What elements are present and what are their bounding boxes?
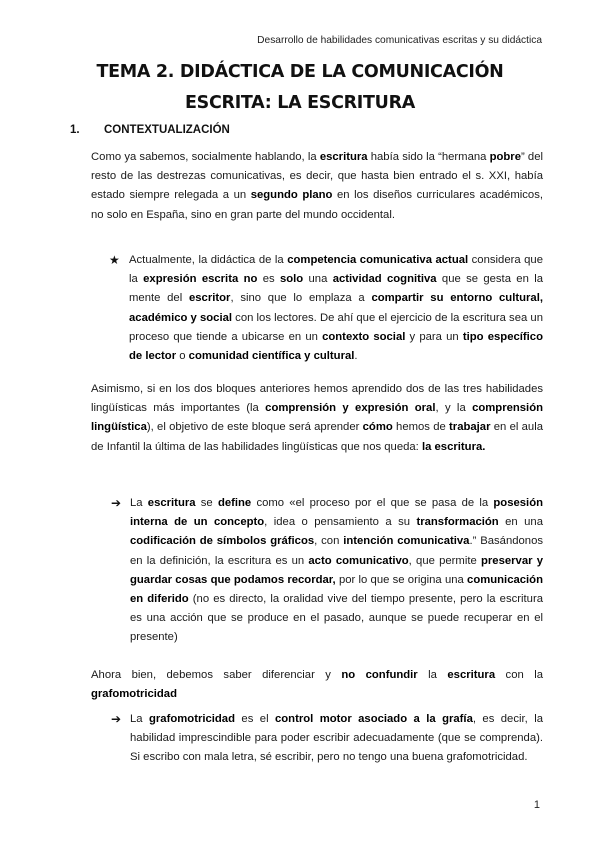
bold-run: codificación de símbolos gráficos bbox=[130, 535, 315, 548]
running-header: Desarrollo de habilidades comunicativas escritas y su didáctica bbox=[257, 35, 542, 46]
bold-run: no confundir bbox=[341, 669, 418, 681]
bold-run: escritura bbox=[319, 151, 368, 163]
text-run: Como ya sabemos, socialmente hablando, la bbox=[91, 151, 320, 163]
bold-run: grafomotricidad bbox=[149, 713, 235, 725]
text-run: que se gesta en la mente del bbox=[129, 273, 543, 305]
bold-run: actividad cognitiva bbox=[332, 273, 437, 286]
text-run: se bbox=[195, 497, 218, 509]
bold-run: comprensión y expresión oral bbox=[265, 402, 436, 415]
text-run: Actualmente, la didáctica de la bbox=[129, 254, 288, 266]
title-line-2: ESCRITA: LA ESCRITURA bbox=[185, 93, 415, 113]
text-run: con los lectores. De ahí que el ejercicio de la escritura sea un proceso que tiende a ubicarse en un bbox=[129, 311, 543, 343]
paragraph-asimismo bbox=[91, 380, 543, 457]
text-run: , es decir, la habilidad imprescindible para poder escribir adecuadamente (que se comprenda). Si escribo con mala letra, sé escribir, pero no tengo una buena grafomotricidad. bbox=[130, 713, 543, 764]
bold-run: comunidad científica y cultural bbox=[188, 350, 355, 363]
bold-run: escritura bbox=[447, 669, 496, 681]
text-run: una bbox=[303, 273, 333, 286]
bold-run: la escritura. bbox=[421, 440, 486, 453]
bold-run: compartir su entorno cultural, académico y social bbox=[129, 292, 543, 324]
bold-run: comunicación en diferido bbox=[130, 573, 543, 606]
bold-run: preservar y guardar cosas que podamos recordar, bbox=[130, 554, 544, 586]
text-run: en el aula de Infantil la última de las habilidades lingüísticas que nos queda: bbox=[91, 421, 544, 453]
arrow-bullet-icon: ➔ bbox=[111, 712, 122, 726]
text-run: , idea o pensamiento a su bbox=[264, 516, 417, 529]
paragraph-star-item bbox=[129, 251, 543, 366]
section-number: 1. bbox=[70, 124, 80, 136]
bold-run: control motor asociado a la grafía bbox=[275, 713, 473, 725]
page-number: 1 bbox=[533, 799, 540, 811]
text-run: .” Basándonos en la definición, la escritura es un bbox=[130, 535, 544, 567]
bold-run: intención comunicativa bbox=[343, 535, 470, 548]
bold-run: escritura bbox=[147, 497, 196, 509]
text-run: es bbox=[257, 273, 280, 286]
text-run: considera que la bbox=[129, 254, 544, 286]
text-run: como «el proceso por el que se pasa de la bbox=[251, 497, 494, 509]
text-run: (no es directo, la oralidad vive del tiempo presente, pero la escritura es una acción que se produce en el pasado, aunque se puede recuperar en el presente) bbox=[130, 593, 543, 644]
text-run: ” del resto de las destrezas comunicativas, es decir, que hasta bien entrado el s. XXI, había estado siempre relegada a un bbox=[91, 151, 544, 202]
text-run: había sido la “hermana bbox=[367, 151, 490, 163]
text-run: ), el objetivo de este bloque será aprender bbox=[146, 421, 363, 434]
paragraph-ahora-bien bbox=[91, 666, 543, 704]
bold-run: cómo bbox=[362, 421, 393, 434]
bold-run: trabajar bbox=[449, 421, 491, 434]
text-run: con la bbox=[495, 669, 543, 681]
bold-run: pobre bbox=[489, 151, 521, 163]
bold-run: tipo específico de lector bbox=[129, 330, 543, 363]
bold-run: solo bbox=[279, 273, 304, 286]
text-run: o bbox=[176, 350, 189, 363]
bold-run: contexto social bbox=[322, 330, 406, 343]
text-run: por lo que se origina una bbox=[335, 573, 468, 586]
text-run: Ahora bien, debemos saber diferenciar y bbox=[91, 669, 342, 681]
bold-run: posesión interna de un concepto bbox=[130, 497, 543, 529]
bold-run: competencia comunicativa actual bbox=[287, 254, 469, 266]
text-run: , y la bbox=[435, 402, 473, 415]
bold-run: acto comunicativo bbox=[308, 554, 409, 567]
text-run: , con bbox=[314, 535, 344, 548]
text-run: y para un bbox=[405, 330, 463, 343]
bold-run: define bbox=[217, 497, 252, 509]
text-run: , sino que lo emplaza a bbox=[230, 292, 372, 305]
text-run: en los diseños curriculares académicos, no solo en España, sino en gran parte del mundo occidental. bbox=[91, 189, 543, 221]
paragraph-intro bbox=[91, 148, 543, 225]
bold-run: comprensión lingüística bbox=[91, 402, 543, 434]
text-run: en una bbox=[498, 516, 543, 529]
bold-run: segundo plano bbox=[250, 189, 333, 202]
arrow-bullet-icon: ➔ bbox=[111, 496, 122, 510]
title-line-1: TEMA 2. DIDÁCTICA DE LA COMUNICACIÓN bbox=[96, 62, 504, 82]
star-bullet-icon: ★ bbox=[109, 253, 120, 267]
text-run: es el bbox=[235, 713, 275, 725]
section-heading bbox=[70, 124, 230, 136]
text-run: La bbox=[130, 497, 148, 509]
section-title: CONTEXTUALIZACIÓN bbox=[104, 124, 230, 136]
text-run: Asimismo, si en los dos bloques anteriores hemos aprendido dos de las tres habilidades lingüísticas más importantes (la bbox=[91, 383, 543, 415]
text-run: , que permite bbox=[408, 554, 481, 567]
bold-run: expresión escrita no bbox=[143, 273, 258, 286]
bold-run: transformación bbox=[416, 516, 499, 529]
text-run: la bbox=[417, 669, 448, 681]
paragraph-grafomotricidad bbox=[130, 710, 543, 768]
bold-run: grafomotricidad bbox=[91, 688, 177, 701]
page-title bbox=[0, 57, 600, 119]
text-run: . bbox=[354, 350, 358, 363]
bold-run: escritor bbox=[188, 292, 231, 305]
text-run: hemos de bbox=[392, 421, 450, 434]
paragraph-definicion bbox=[130, 494, 543, 648]
text-run: La bbox=[130, 713, 149, 725]
